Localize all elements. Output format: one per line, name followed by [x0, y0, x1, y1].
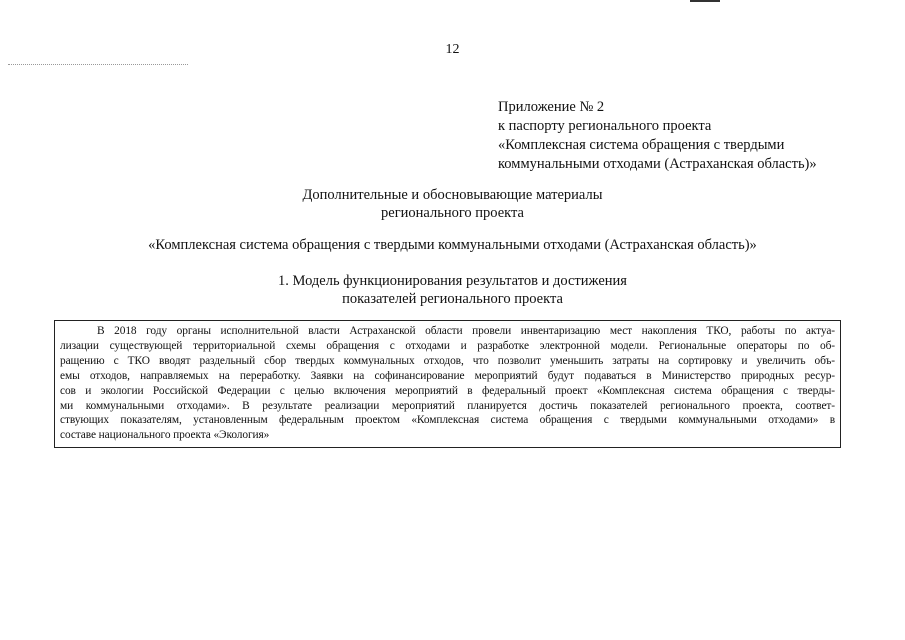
scan-artifact-dots	[8, 64, 188, 67]
paragraph-line: ствующих показателям, установленным федеральным проектом «Комплексная система обращения с твердыми коммунальными отходами» в	[60, 414, 835, 427]
appendix-line: Приложение № 2	[498, 99, 605, 115]
appendix-line: «Комплексная система обращения с твердыми	[498, 137, 785, 153]
paragraph-line: лизации существующей территориальной схемы обращения с отходами и разработке электронной модели. Региональные операторы по об-	[60, 339, 835, 352]
materials-title-line: Дополнительные и обосновывающие материалы	[302, 187, 603, 203]
section-title-line: 1. Модель функционирования результатов и достижения	[278, 273, 627, 289]
materials-title-line: регионального проекта	[381, 205, 524, 221]
section-title	[0, 272, 905, 308]
appendix-line: коммунальными отходами (Астраханская область)»	[498, 156, 817, 172]
project-name: «Комплексная система обращения с твердыми коммунальными отходами (Астраханская область)»	[148, 237, 757, 253]
appendix-line: к паспорту регионального проекта	[498, 118, 712, 134]
paragraph-line: составе национального проекта «Экология»	[60, 429, 270, 442]
page-number: 12	[445, 42, 460, 57]
section-title-line: показателей регионального проекта	[342, 291, 563, 307]
paragraph-line: сов и экологии Российской Федерации с целью включения мероприятий в федеральный проект «Комплексная система обращения с тверды-	[60, 384, 835, 397]
materials-title	[0, 186, 905, 222]
content-box	[54, 320, 841, 448]
paragraph-line: емы отходов, направляемых на переработку. Заявки на софинансирование мероприятий будут подаваться в Министерство природных ресур-	[60, 369, 835, 382]
appendix-header	[498, 98, 817, 174]
paragraph-line: ми коммунальными отходами». В результате реализации мероприятий планируется достичь показателей регионального проекта, соответ-	[60, 399, 835, 412]
paragraph-line: В 2018 году органы исполнительной власти Астраханской области провели инвентаризацию мест накопления ТКО, работы по актуа-	[97, 325, 835, 337]
scan-artifact-top	[690, 0, 720, 2]
paragraph-line: ращению с ТКО вводят раздельный сбор твердых коммунальных отходов, что позволит уменьшить затраты на сортировку и увеличить объ-	[60, 354, 835, 367]
